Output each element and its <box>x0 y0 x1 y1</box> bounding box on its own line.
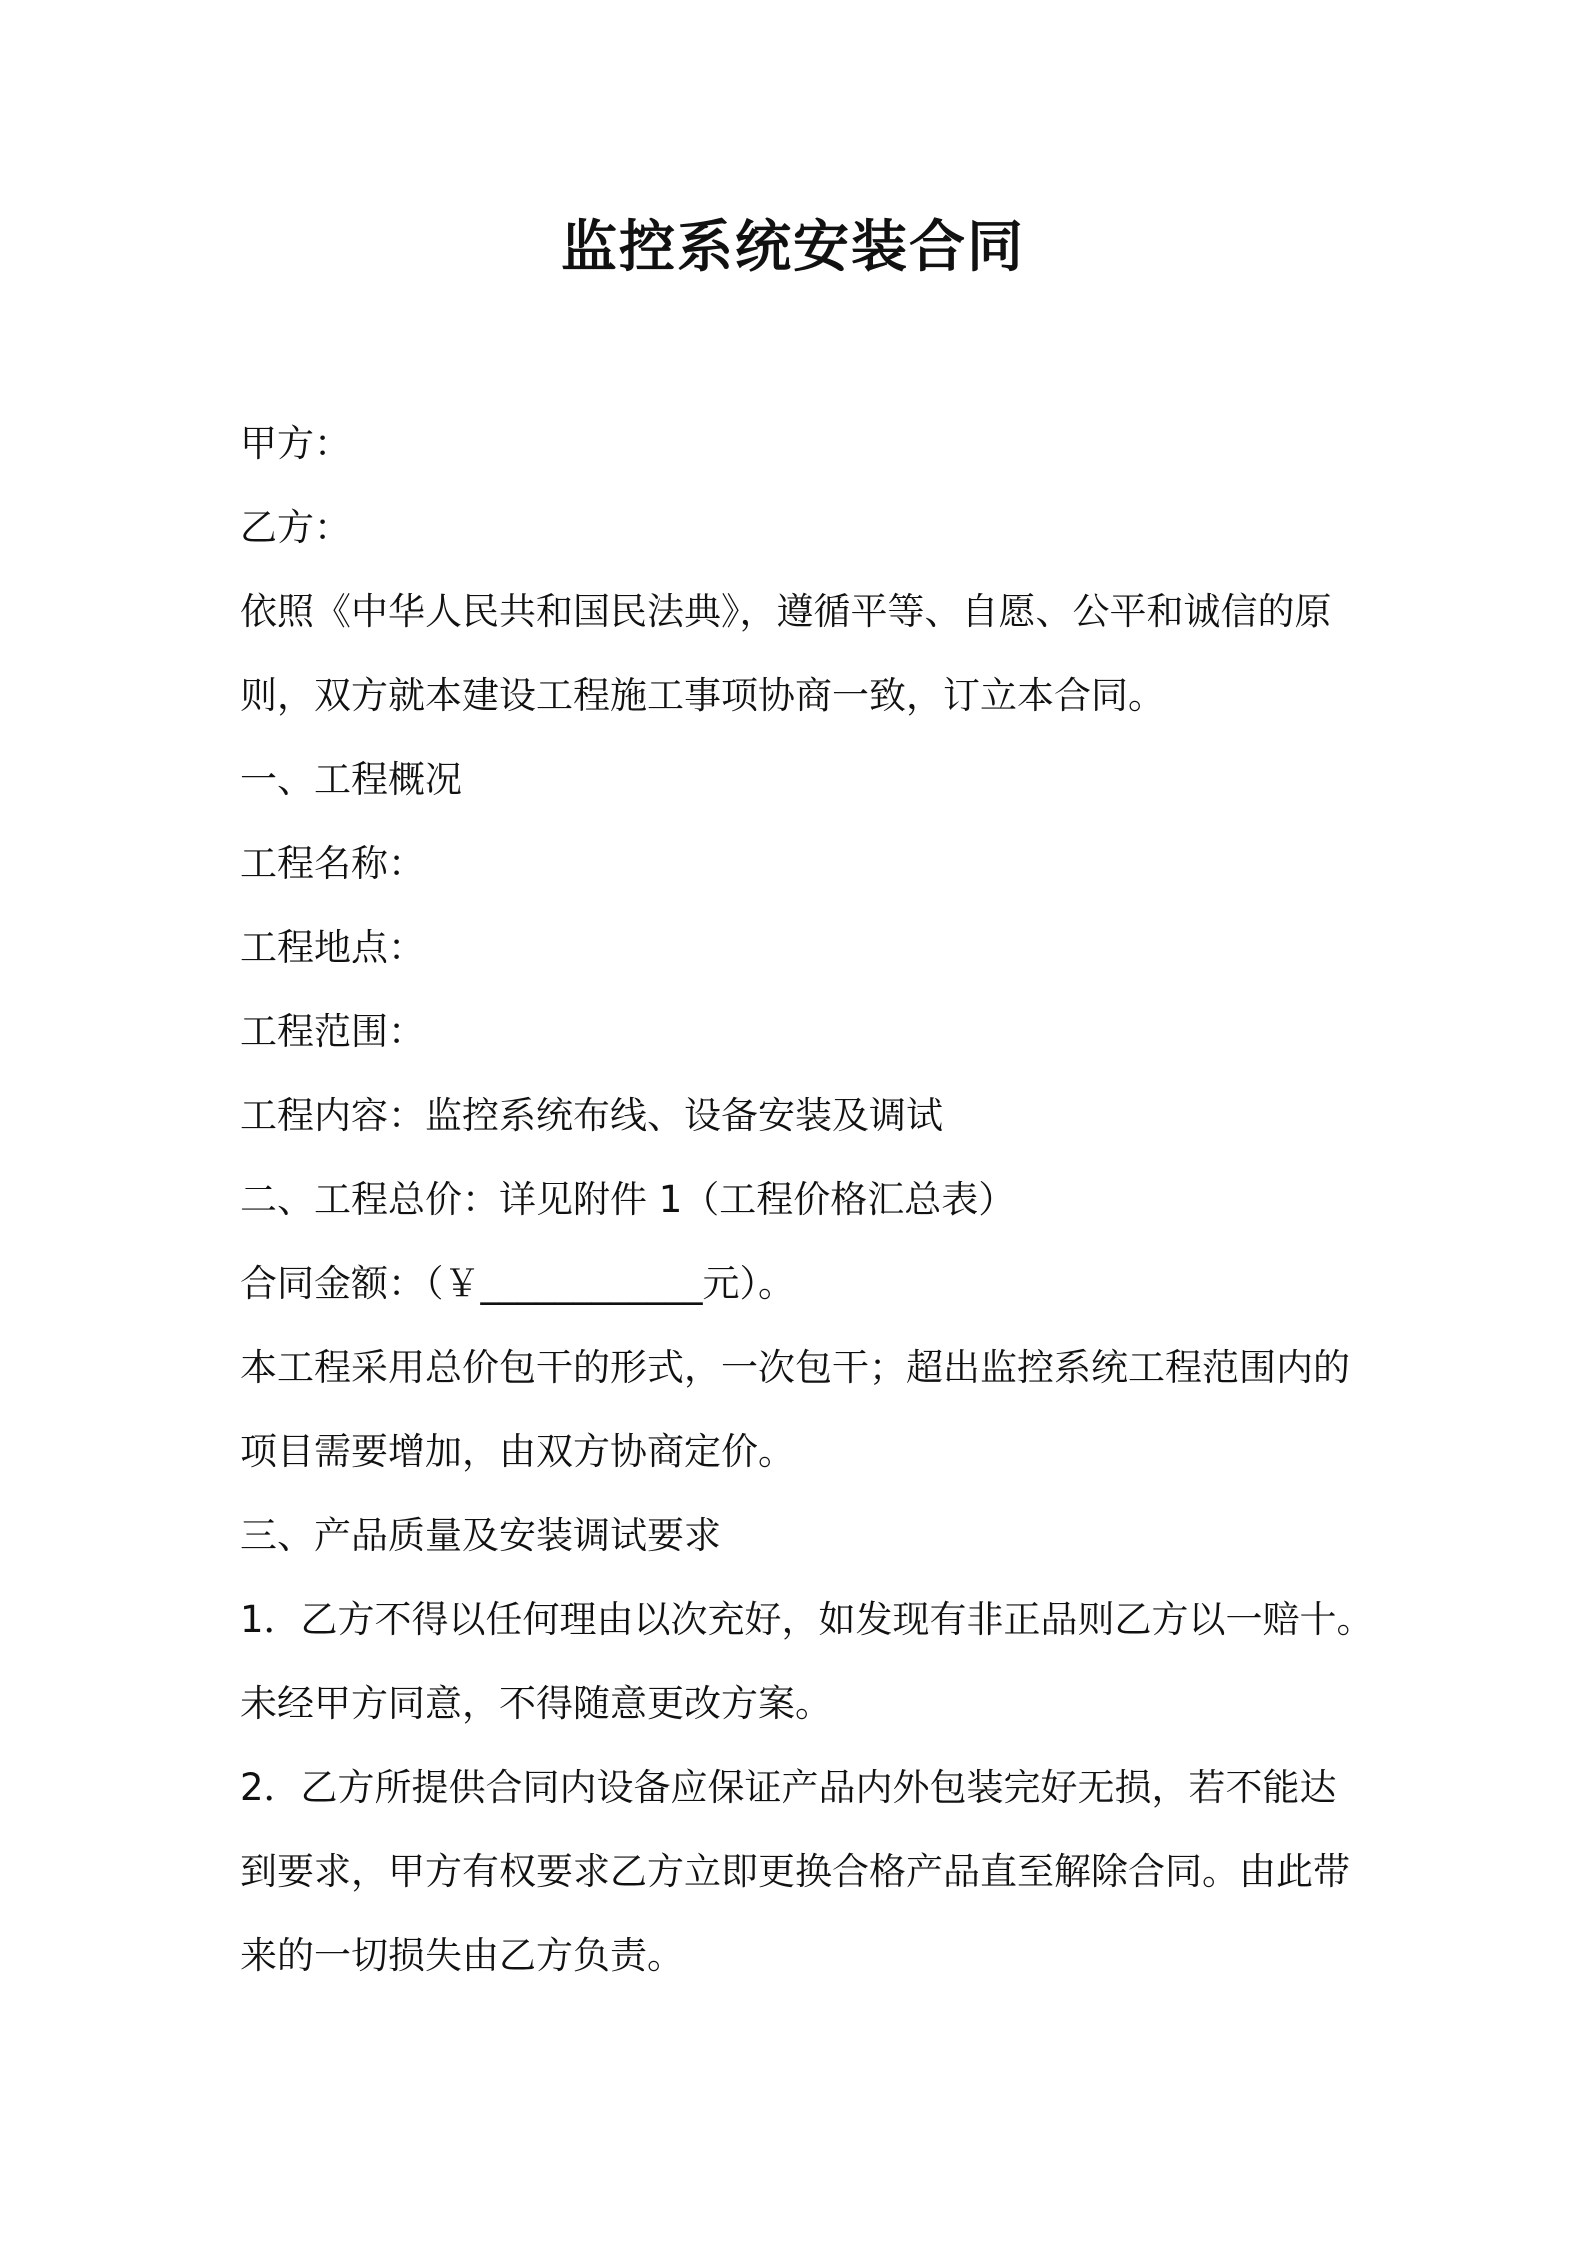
quality-clause-1-line-2: 未经甲方同意，不得随意更改方案。 <box>240 1682 832 1725</box>
document-title: 监控系统安装合同 <box>561 215 1025 280</box>
party-a-line: 甲方： <box>240 422 351 465</box>
project-location-line: 工程地点： <box>240 926 425 969</box>
party-b-line: 乙方： <box>240 506 351 549</box>
quality-clause-2-line-1: 2．乙方所提供合同内设备应保证产品内外包装完好无损，若不能达 <box>240 1766 1337 1809</box>
price-clause-line-1: 本工程采用总价包干的形式，一次包干；超出监控系统工程范围内的 <box>240 1346 1350 1389</box>
project-name-line: 工程名称： <box>240 842 425 885</box>
price-clause-line-2: 项目需要增加，由双方协商定价。 <box>240 1430 795 1473</box>
section-heading-quality: 三、产品质量及安装调试要求 <box>240 1514 721 1557</box>
project-content-line: 工程内容：监控系统布线、设备安装及调试 <box>240 1094 943 1137</box>
section-heading-project-overview: 一、工程概况 <box>240 758 462 801</box>
quality-clause-2-line-2: 到要求，甲方有权要求乙方立即更换合格产品直至解除合同。由此带 <box>240 1850 1350 1893</box>
quality-clause-1-line-1: 1．乙方不得以任何理由以次充好，如发现有非正品则乙方以一赔十。 <box>240 1598 1374 1641</box>
section-heading-total-price: 二、工程总价：详见附件 1（工程价格汇总表） <box>240 1178 1016 1221</box>
document-body <box>240 402 1374 1998</box>
project-scope-line: 工程范围： <box>240 1010 425 1053</box>
quality-clause-2-line-3: 来的一切损失由乙方负责。 <box>240 1934 684 1977</box>
preamble-line-1: 依照《中华人民共和国民法典》，遵循平等、自愿、公平和诚信的原 <box>240 590 1332 633</box>
contract-amount-line: 合同金额：（￥____________元）。 <box>240 1262 795 1305</box>
preamble-line-2: 则，双方就本建设工程施工事项协商一致，订立本合同。 <box>240 674 1165 717</box>
